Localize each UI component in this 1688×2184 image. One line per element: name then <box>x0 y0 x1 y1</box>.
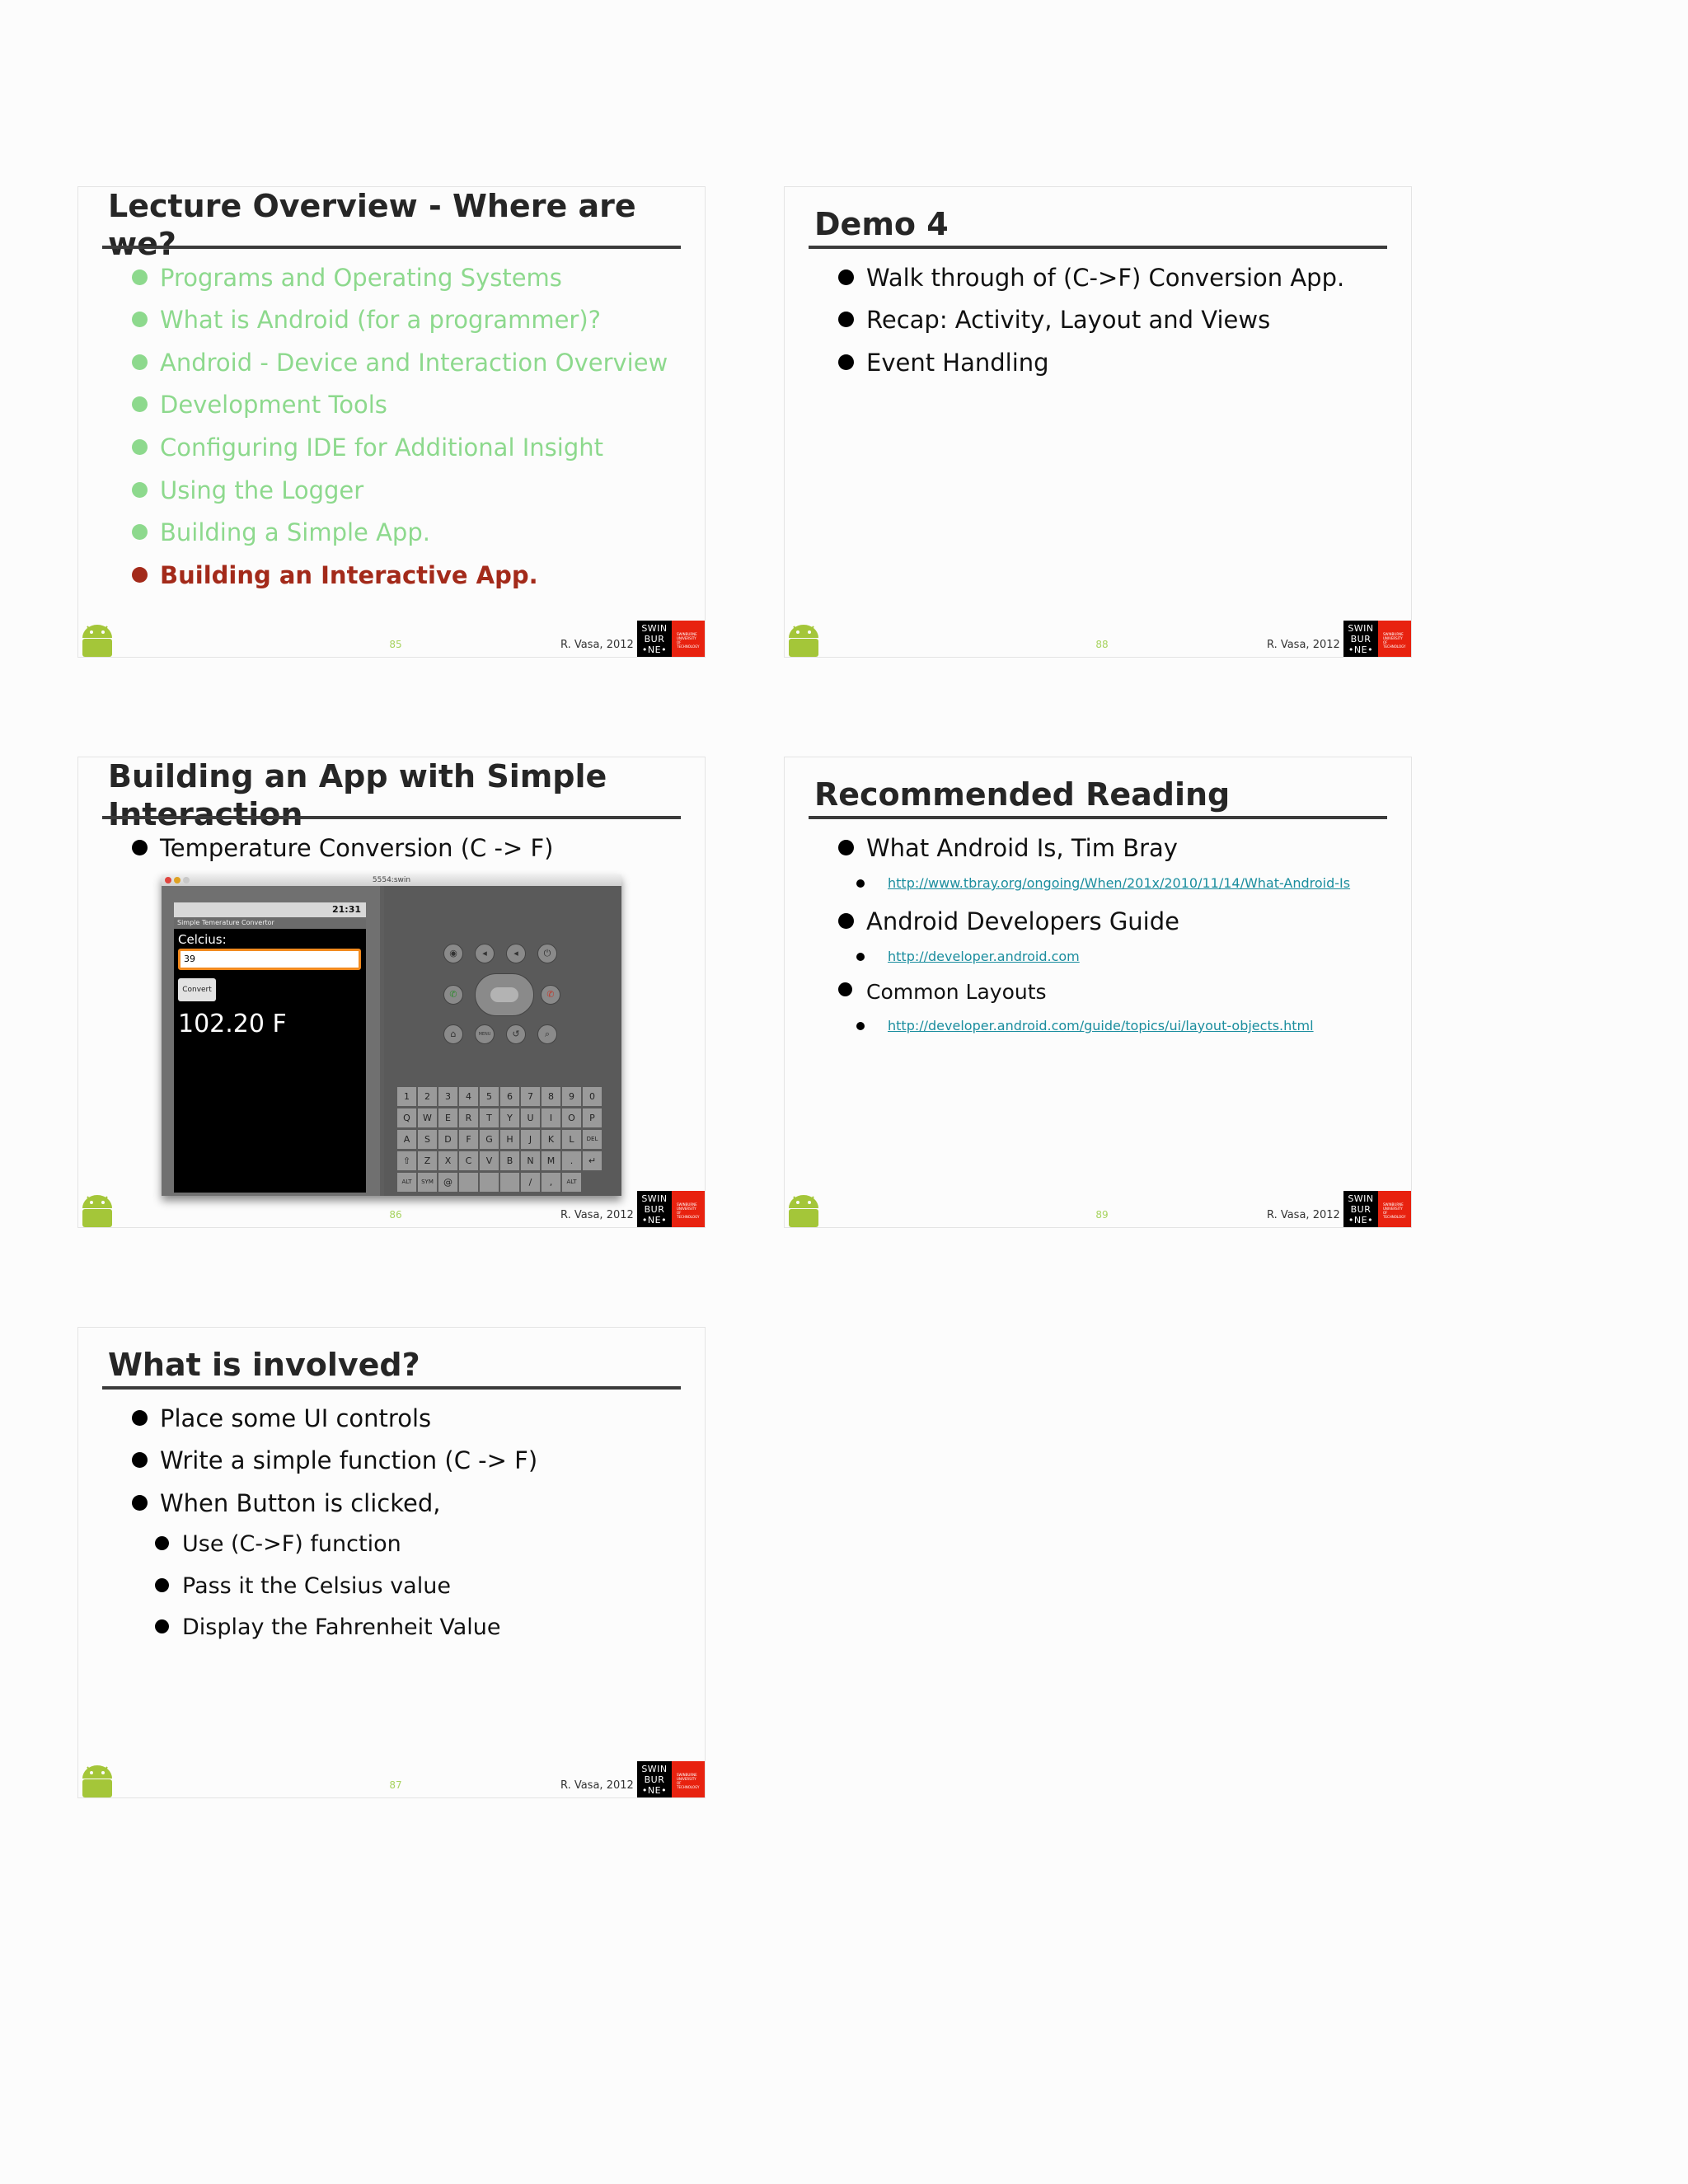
bullet-item: Temperature Conversion (C -> F) <box>160 833 553 863</box>
keyboard-key: 8 <box>542 1087 560 1106</box>
android-icon <box>785 624 823 657</box>
keyboard-key: ↵ <box>583 1151 602 1170</box>
slide-number: 86 <box>389 1209 402 1221</box>
keyboard-key: Z <box>418 1151 437 1170</box>
keyboard-key: N <box>521 1151 540 1170</box>
bullet-item: Event Handling <box>866 348 1049 377</box>
slide-author: R. Vasa, 2012 <box>1267 1209 1340 1221</box>
slide-number: 89 <box>1095 1209 1109 1221</box>
dpad-control <box>475 973 534 1016</box>
slide-number: 88 <box>1095 639 1109 650</box>
keyboard-key: F <box>459 1130 478 1149</box>
menu-button: MENU <box>475 1024 495 1044</box>
keyboard-key: 7 <box>521 1087 540 1106</box>
keyboard-key: I <box>542 1108 560 1127</box>
slide-title: Building an App with Simple Interaction <box>108 758 607 832</box>
android-emulator-screenshot <box>162 874 621 1196</box>
keyboard-key: 4 <box>459 1087 478 1106</box>
bullet-item-current: Building an Interactive App. <box>160 560 538 590</box>
keyboard-key: ALT <box>397 1173 416 1192</box>
swinburne-logo: SWIN BUR •NE• SWINBURNE UNIVERSITY OF TECHNOLOGY <box>637 621 705 657</box>
slide-author: R. Vasa, 2012 <box>560 639 634 651</box>
keyboard-key: H <box>500 1130 519 1149</box>
swinburne-logo: SWIN BUR •NE• SWINBURNE UNIVERSITY OF TECHNOLOGY <box>1343 621 1411 657</box>
sub-bullet-item: Pass it the Celsius value <box>182 1572 451 1601</box>
keyboard-key: Q <box>397 1108 416 1127</box>
keyboard-key: / <box>521 1173 540 1192</box>
bullet-item: Programs and Operating Systems <box>160 263 562 293</box>
sub-bullet-item: Display the Fahrenheit Value <box>182 1613 500 1643</box>
keyboard-key <box>459 1173 478 1192</box>
keyboard-key: G <box>480 1130 499 1149</box>
keyboard-key: J <box>521 1130 540 1149</box>
keyboard-key: , <box>542 1173 560 1192</box>
bullet-item: Using the Logger <box>160 476 363 505</box>
keyboard-key: M <box>542 1151 560 1170</box>
keyboard-key: W <box>418 1108 437 1127</box>
bullet-item: Common Layouts <box>866 977 1047 1007</box>
celcius-label: Celcius: <box>178 932 227 947</box>
slide-title: Lecture Overview - Where are we? <box>108 188 636 262</box>
keyboard-key: T <box>480 1108 499 1127</box>
slide-author: R. Vasa, 2012 <box>560 1779 634 1792</box>
slide-85 <box>77 186 706 658</box>
reference-link[interactable]: http://www.tbray.org/ongoing/When/201x/2010/11/14/What-Android-Is <box>888 874 1350 893</box>
keyboard-key: @ <box>438 1173 457 1192</box>
bullet-item: Place some UI controls <box>160 1404 431 1433</box>
android-icon <box>78 1194 116 1227</box>
bullet-item: Write a simple function (C -> F) <box>160 1446 537 1475</box>
title-rule <box>102 246 681 249</box>
keyboard-key: R <box>459 1108 478 1127</box>
call-icon: ✆ <box>443 985 463 1005</box>
bullet-item: Android Developers Guide <box>866 907 1179 936</box>
title-rule <box>102 1386 681 1390</box>
keyboard-key: X <box>438 1151 457 1170</box>
keyboard-key: 2 <box>418 1087 437 1106</box>
keyboard-key: 3 <box>438 1087 457 1106</box>
keyboard-key: DEL <box>583 1130 602 1149</box>
keyboard-key: 1 <box>397 1087 416 1106</box>
keyboard-key: S <box>418 1130 437 1149</box>
slide-87 <box>77 1327 706 1798</box>
keyboard-key: 0 <box>583 1087 602 1106</box>
phone-screen <box>174 902 366 1193</box>
volume-up-icon: ◂ <box>506 944 526 963</box>
keyboard-key <box>480 1173 499 1192</box>
bullet-item: Walk through of (C->F) Conversion App. <box>866 263 1344 293</box>
slide-number: 87 <box>389 1779 402 1791</box>
reference-link[interactable]: http://developer.android.com <box>888 948 1080 966</box>
bullet-item: Recap: Activity, Layout and Views <box>866 305 1270 335</box>
keyboard-key: D <box>438 1130 457 1149</box>
slide-title: Demo 4 <box>814 206 949 242</box>
android-icon <box>785 1194 823 1227</box>
keyboard-key: C <box>459 1151 478 1170</box>
emulator-window-title: 5554:swin <box>162 874 621 886</box>
slide-title: What is involved? <box>108 1347 420 1383</box>
keyboard-key: 5 <box>480 1087 499 1106</box>
keyboard-key: L <box>562 1130 581 1149</box>
keyboard-key: K <box>542 1130 560 1149</box>
keyboard-key: O <box>562 1108 581 1127</box>
keyboard-key: V <box>480 1151 499 1170</box>
slide-title: Recommended Reading <box>814 776 1231 813</box>
slide-author: R. Vasa, 2012 <box>1267 639 1340 651</box>
bullet-item: What is Android (for a programmer)? <box>160 305 601 335</box>
keyboard-key: 6 <box>500 1087 519 1106</box>
celcius-input: 39 <box>178 949 361 970</box>
keyboard-key: P <box>583 1108 602 1127</box>
keyboard-key: Y <box>500 1108 519 1127</box>
android-icon <box>78 1765 116 1797</box>
emulator-keyboard <box>397 1087 610 1194</box>
volume-down-icon: ◂ <box>475 944 495 963</box>
keyboard-key: 9 <box>562 1087 581 1106</box>
bullet-item: Development Tools <box>160 390 387 419</box>
back-icon: ↺ <box>506 1024 526 1044</box>
bullet-item: Android - Device and Interaction Overview <box>160 348 668 377</box>
slide-89 <box>784 757 1412 1228</box>
search-icon: ⌕ <box>537 1024 557 1044</box>
home-icon: ⌂ <box>443 1024 463 1044</box>
bullet-item: When Button is clicked, <box>160 1488 440 1518</box>
phone-frame <box>162 886 380 1196</box>
android-icon <box>78 624 116 657</box>
fahrenheit-result: 102.20 F <box>178 1010 287 1038</box>
end-call-icon: ✆ <box>541 985 560 1005</box>
swinburne-logo: SWIN BUR •NE• SWINBURNE UNIVERSITY OF TECHNOLOGY <box>1343 1191 1411 1227</box>
status-bar: 21:31 <box>174 902 366 917</box>
title-rule <box>102 816 681 819</box>
camera-icon: ◉ <box>443 944 463 963</box>
convert-button: Convert <box>178 978 216 1001</box>
slide-88 <box>784 186 1412 658</box>
keyboard-key: U <box>521 1108 540 1127</box>
app-title-bar: Simple Temerature Convertor <box>174 917 366 929</box>
sub-bullet-item: Use (C->F) function <box>182 1530 401 1559</box>
title-rule <box>809 246 1387 249</box>
slide-number: 85 <box>389 639 402 650</box>
slide-86 <box>77 757 706 1228</box>
bullet-item: What Android Is, Tim Bray <box>866 833 1178 863</box>
keyboard-key: B <box>500 1151 519 1170</box>
bullet-item: Building a Simple App. <box>160 518 430 547</box>
title-rule <box>809 816 1387 819</box>
power-icon: ⏻ <box>537 944 557 963</box>
slide-author: R. Vasa, 2012 <box>560 1209 634 1221</box>
keyboard-key: E <box>438 1108 457 1127</box>
bullet-item: Configuring IDE for Additional Insight <box>160 433 603 462</box>
keyboard-key <box>500 1173 519 1192</box>
keyboard-key: ⇧ <box>397 1151 416 1170</box>
emulator-controls <box>384 886 621 1196</box>
reference-link[interactable]: http://developer.android.com/guide/topics/ui/layout-objects.html <box>888 1017 1314 1035</box>
keyboard-key: SYM <box>418 1173 437 1192</box>
keyboard-key: A <box>397 1130 416 1149</box>
swinburne-logo: SWIN BUR •NE• SWINBURNE UNIVERSITY OF TECHNOLOGY <box>637 1761 705 1797</box>
keyboard-key: . <box>562 1151 581 1170</box>
swinburne-logo: SWIN BUR •NE• SWINBURNE UNIVERSITY OF TECHNOLOGY <box>637 1191 705 1227</box>
keyboard-key: ALT <box>562 1173 581 1192</box>
